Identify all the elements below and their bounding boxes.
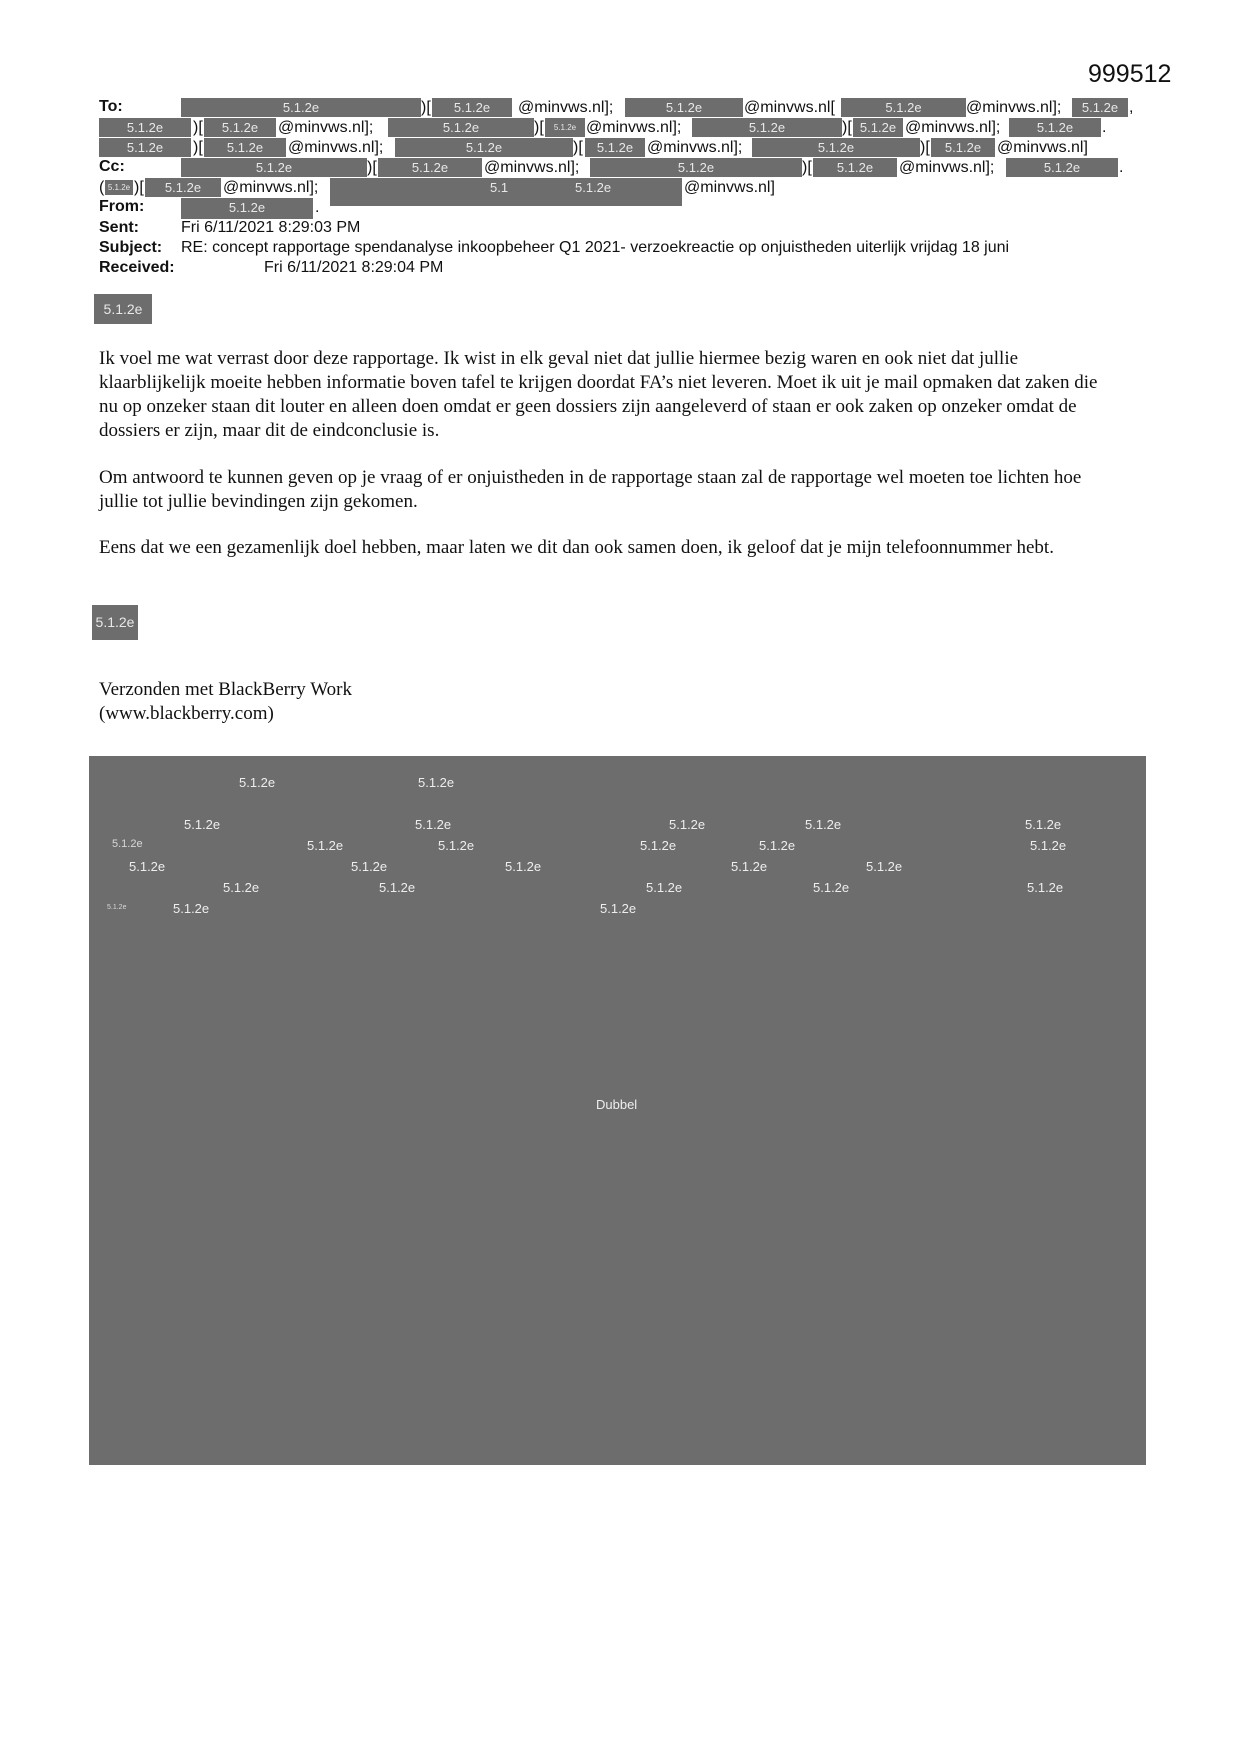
email-domain: @minvws.nl[ (744, 99, 835, 116)
redaction-code: 5.1.2e (418, 775, 455, 790)
redaction-code: 5.1.2e (239, 775, 276, 790)
redaction-code: 5.1.2e (759, 838, 796, 853)
redaction-code: 5.1.2e (223, 880, 260, 895)
subject-label: Subject: (99, 239, 163, 256)
redaction: 5.1.2e (545, 118, 585, 137)
redaction-code: 5.1.2e (307, 838, 344, 853)
cc-label: Cc: (99, 158, 125, 175)
redaction: 5.1.2e (625, 98, 743, 117)
redaction-code: 5.1.2e (438, 838, 475, 853)
comma: , (1129, 99, 1134, 116)
email-domain: @minvws.nl]; (484, 159, 580, 176)
redaction-code: 5.1.2e (415, 817, 452, 832)
redaction: 5.1.2e (99, 138, 191, 157)
email-domain: @minvws.nl]; (223, 179, 319, 196)
redaction: 5.1.2e (931, 138, 995, 157)
redaction: 5.1.2e (395, 138, 573, 157)
redaction: 5.1.2e (1006, 158, 1118, 177)
separator: )[ (421, 99, 431, 116)
separator: )[ (802, 159, 812, 176)
email-domain: @minvws.nl]; (288, 139, 384, 156)
redaction-code: 5.1.2e (813, 880, 850, 895)
redaction: 5.1.2e (841, 98, 966, 117)
redaction-code: 5.1.2e (351, 859, 388, 874)
separator: )[ (842, 119, 852, 136)
footer-line-2: (www.blackberry.com) (99, 703, 274, 724)
period: . (1119, 159, 1124, 176)
from-label: From: (99, 198, 145, 215)
redaction-code: 5.1.2e (107, 904, 127, 911)
email-domain: @minvws.nl]; (966, 99, 1062, 116)
email-domain: @minvws.nl]; (899, 159, 995, 176)
redaction: 5.1.2e (378, 158, 482, 177)
redaction: 5.1.2e (853, 118, 903, 137)
email-domain: @minvws.nl] (684, 179, 775, 196)
redaction-code: 5.1.2e (1030, 838, 1067, 853)
body-paragraph-2: Om antwoord te kunnen geven op je vraag of er onjuistheden in de rapportage staan zal de rapportage wel moeten toe lichten hoe jullie tot jullie bevindingen zijn gekomen. (99, 467, 1082, 512)
redaction: 5.1.2e (181, 98, 421, 117)
separator: )[ (573, 139, 583, 156)
period: . (315, 199, 320, 216)
open-paren: ( (99, 179, 105, 196)
redaction: 5.1.2e (204, 118, 276, 137)
email-domain: @minvws.nl]; (586, 119, 682, 136)
redaction: 5.1.2e (752, 138, 920, 157)
redaction-code: 5.1.2e (1027, 880, 1064, 895)
redaction: 5.1.2e (145, 178, 221, 197)
separator: )[ (193, 139, 203, 156)
redaction-code: 5.1.2e (575, 180, 612, 195)
redaction-code: 5.1.2e (866, 859, 903, 874)
redaction: 5.1.2e (181, 158, 367, 177)
separator: )[ (134, 179, 144, 196)
redaction-code: 5.1.2e (129, 859, 166, 874)
redaction: 5.1.2e (181, 198, 313, 219)
redaction: 5.1.2e (692, 118, 842, 137)
redaction-code: 5.1.2e (184, 817, 221, 832)
body-paragraph-3: Eens dat we een gezamenlijk doel hebben, maar laten we dit dan ook samen doen, ik geloof dat je mijn telefoonnummer hebt. (99, 537, 1054, 558)
separator: )[ (193, 119, 203, 136)
redaction-code: 5.1.2e (505, 859, 542, 874)
redaction: 5.1.2e (99, 118, 191, 137)
separator: )[ (920, 139, 930, 156)
redaction-code: 5.1.2e (731, 859, 768, 874)
sent-label: Sent: (99, 219, 139, 236)
footer-line-1: Verzonden met BlackBerry Work (99, 679, 352, 700)
signature-redaction: 5.1.2e (92, 605, 138, 640)
body-paragraph-1: Ik voel me wat verrast door deze rapportage. Ik wist in elk geval niet dat jullie hiermee bezig waren en ook niet dat jullie klaarblijkelijk moeite hebben informatie boven tafel te krijgen doordat FA’s niet leveren. Moet ik uit je mail opmaken dat zaken die nu op onzeker staan dit louter en alleen doen omdat er geen dossiers zijn aangeleverd of staan er ook zaken op onzeker omdat de dossiers er zijn, maar dit de eindconclusie is. (99, 348, 1098, 441)
redaction-code: 5.1.2e (1025, 817, 1062, 832)
redaction: 5.1.2e (388, 118, 534, 137)
redaction: 5.1.2e (204, 138, 286, 157)
received-value: Fri 6/11/2021 8:29:04 PM (264, 259, 444, 276)
redaction-wide (330, 178, 682, 206)
separator: )[ (534, 119, 544, 136)
dubbel-label: Dubbel (596, 1097, 638, 1112)
redaction-partial: 5.1 (490, 180, 509, 195)
redaction-code: 5.1.2e (646, 880, 683, 895)
redaction-code: 5.1.2e (112, 838, 143, 850)
redaction-code: 5.1.2e (640, 838, 677, 853)
redaction: 5.1.2e (1072, 98, 1128, 117)
redaction: 5.1.2e (585, 138, 645, 157)
period: . (1102, 119, 1107, 136)
email-domain: @minvws.nl]; (647, 139, 743, 156)
document-number: 999512 (1088, 60, 1172, 88)
redaction-code: 5.1.2e (173, 901, 210, 916)
redaction: 5.1.2e (432, 98, 512, 117)
sent-value: Fri 6/11/2021 8:29:03 PM (181, 219, 361, 236)
redaction: 5.1.2e (105, 180, 133, 195)
email-domain: @minvws.nl]; (278, 119, 374, 136)
salutation-redaction: 5.1.2e (94, 294, 152, 324)
separator: )[ (367, 159, 377, 176)
received-label: Received: (99, 259, 175, 276)
redaction-code: 5.1.2e (600, 901, 637, 916)
redaction: 5.1.2e (590, 158, 802, 177)
subject-value: RE: concept rapportage spendanalyse inkoopbeheer Q1 2021- verzoekreactie op onjuistheden uiterlijk vrijdag 18 juni (181, 239, 1010, 256)
email-domain: @minvws.nl]; (518, 99, 614, 116)
email-domain: @minvws.nl]; (905, 119, 1001, 136)
redaction: 5.1.2e (813, 158, 897, 177)
redaction-code: 5.1.2e (669, 817, 706, 832)
redacted-block (89, 756, 1146, 1465)
email-domain: @minvws.nl] (997, 139, 1088, 156)
to-label: To: (99, 98, 123, 115)
redaction: 5.1.2e (1009, 118, 1101, 137)
redaction-code: 5.1.2e (379, 880, 416, 895)
redaction-code: 5.1.2e (805, 817, 842, 832)
